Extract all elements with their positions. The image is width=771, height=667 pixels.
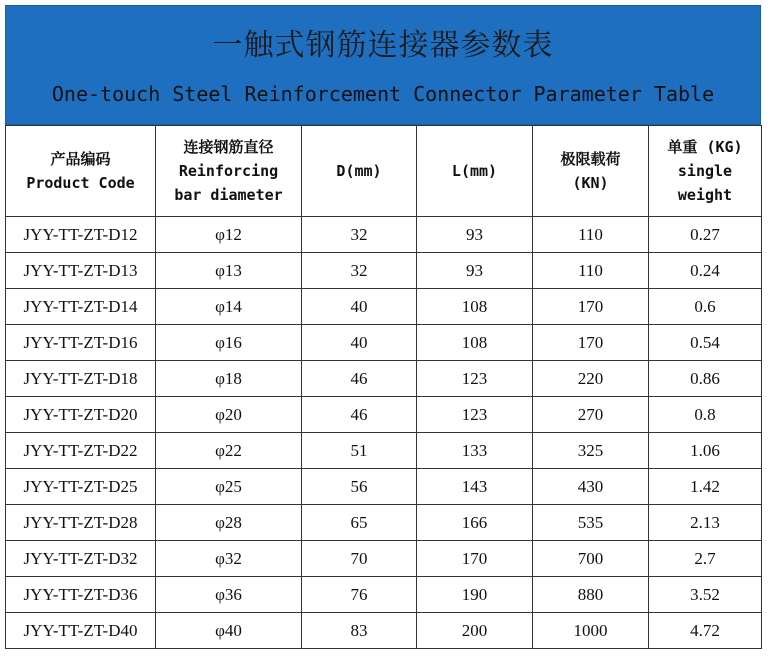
cell-product-code: JYY-TT-ZT-D13: [6, 253, 156, 289]
table-row: [6, 433, 762, 469]
cell-single-weight: 1.06: [649, 433, 762, 469]
cell-d-mm: 56: [302, 469, 417, 505]
cell-single-weight: 1.42: [649, 469, 762, 505]
cell-ultimate-load: 170: [533, 289, 649, 325]
cell-l-mm: 108: [417, 325, 533, 361]
header-line: 产品编码: [50, 150, 111, 168]
cell-d-mm: 40: [302, 325, 417, 361]
cell-l-mm: 133: [417, 433, 533, 469]
cell-d-mm: 83: [302, 613, 417, 649]
cell-l-mm: 200: [417, 613, 533, 649]
cell-d-mm: 46: [302, 361, 417, 397]
header-d-mm: [302, 126, 417, 217]
cell-d-mm: 40: [302, 289, 417, 325]
cell-single-weight: 0.86: [649, 361, 762, 397]
cell-bar-diameter: φ18: [156, 361, 302, 397]
cell-single-weight: 0.27: [649, 217, 762, 253]
cell-bar-diameter: φ20: [156, 397, 302, 433]
cell-l-mm: 123: [417, 397, 533, 433]
cell-l-mm: 170: [417, 541, 533, 577]
cell-d-mm: 70: [302, 541, 417, 577]
cell-d-mm: 32: [302, 253, 417, 289]
cell-product-code: JYY-TT-ZT-D16: [6, 325, 156, 361]
cell-l-mm: 143: [417, 469, 533, 505]
cell-ultimate-load: 170: [533, 325, 649, 361]
table-row: [6, 577, 762, 613]
table-row: [6, 325, 762, 361]
cell-d-mm: 51: [302, 433, 417, 469]
cell-bar-diameter: φ16: [156, 325, 302, 361]
header-line: bar diameter: [174, 186, 283, 204]
cell-l-mm: 190: [417, 577, 533, 613]
cell-l-mm: 93: [417, 217, 533, 253]
cell-single-weight: 4.72: [649, 613, 762, 649]
header-single-weight: [649, 126, 762, 217]
cell-ultimate-load: 1000: [533, 613, 649, 649]
table-row: [6, 541, 762, 577]
title-english: One-touch Steel Reinforcement Connector Parameter Table: [51, 82, 715, 106]
cell-ultimate-load: 535: [533, 505, 649, 541]
header-l-mm: [417, 126, 533, 217]
header-line: single: [677, 162, 733, 180]
table-row: [6, 397, 762, 433]
cell-ultimate-load: 325: [533, 433, 649, 469]
header-line: weight: [677, 186, 733, 204]
header-line: D(mm): [336, 162, 382, 180]
cell-l-mm: 93: [417, 253, 533, 289]
header-product-code: [6, 126, 156, 217]
header-ultimate-load: [533, 126, 649, 217]
cell-ultimate-load: 880: [533, 577, 649, 613]
cell-product-code: JYY-TT-ZT-D28: [6, 505, 156, 541]
cell-bar-diameter: φ25: [156, 469, 302, 505]
cell-bar-diameter: φ32: [156, 541, 302, 577]
header-line: (KN): [572, 174, 609, 192]
title-banner: [5, 5, 761, 125]
cell-ultimate-load: 430: [533, 469, 649, 505]
cell-ultimate-load: 220: [533, 361, 649, 397]
table-row: [6, 289, 762, 325]
cell-ultimate-load: 110: [533, 217, 649, 253]
cell-product-code: JYY-TT-ZT-D22: [6, 433, 156, 469]
table-row: [6, 361, 762, 397]
cell-l-mm: 123: [417, 361, 533, 397]
cell-bar-diameter: φ28: [156, 505, 302, 541]
cell-bar-diameter: φ14: [156, 289, 302, 325]
header-line: 单重 (KG): [667, 138, 743, 156]
cell-product-code: JYY-TT-ZT-D18: [6, 361, 156, 397]
cell-single-weight: 3.52: [649, 577, 762, 613]
cell-d-mm: 65: [302, 505, 417, 541]
cell-single-weight: 0.24: [649, 253, 762, 289]
parameter-table: [5, 125, 762, 649]
cell-single-weight: 2.7: [649, 541, 762, 577]
header-line: L(mm): [451, 162, 498, 180]
cell-bar-diameter: φ36: [156, 577, 302, 613]
cell-bar-diameter: φ13: [156, 253, 302, 289]
header-line: 极限载荷: [560, 150, 621, 168]
cell-product-code: JYY-TT-ZT-D14: [6, 289, 156, 325]
header-row: [6, 126, 762, 217]
cell-l-mm: 108: [417, 289, 533, 325]
cell-single-weight: 2.13: [649, 505, 762, 541]
cell-product-code: JYY-TT-ZT-D36: [6, 577, 156, 613]
cell-product-code: JYY-TT-ZT-D40: [6, 613, 156, 649]
table-row: [6, 613, 762, 649]
parameter-sheet: [5, 5, 761, 652]
cell-ultimate-load: 110: [533, 253, 649, 289]
cell-single-weight: 0.6: [649, 289, 762, 325]
header-line: Product Code: [26, 174, 135, 192]
cell-d-mm: 76: [302, 577, 417, 613]
cell-single-weight: 0.8: [649, 397, 762, 433]
cell-l-mm: 166: [417, 505, 533, 541]
cell-bar-diameter: φ12: [156, 217, 302, 253]
table-row: [6, 217, 762, 253]
cell-product-code: JYY-TT-ZT-D20: [6, 397, 156, 433]
cell-product-code: JYY-TT-ZT-D32: [6, 541, 156, 577]
cell-d-mm: 46: [302, 397, 417, 433]
cell-single-weight: 0.54: [649, 325, 762, 361]
header-line: Reinforcing: [178, 162, 279, 180]
cell-bar-diameter: φ40: [156, 613, 302, 649]
cell-ultimate-load: 270: [533, 397, 649, 433]
cell-ultimate-load: 700: [533, 541, 649, 577]
header-line: 连接钢筋直径: [183, 138, 274, 156]
table-row: [6, 469, 762, 505]
cell-product-code: JYY-TT-ZT-D25: [6, 469, 156, 505]
cell-bar-diameter: φ22: [156, 433, 302, 469]
header-bar-diameter: [156, 126, 302, 217]
cell-d-mm: 32: [302, 217, 417, 253]
title-chinese: 一触式钢筋连接器参数表: [212, 28, 554, 63]
table-row: [6, 505, 762, 541]
table-row: [6, 253, 762, 289]
cell-product-code: JYY-TT-ZT-D12: [6, 217, 156, 253]
